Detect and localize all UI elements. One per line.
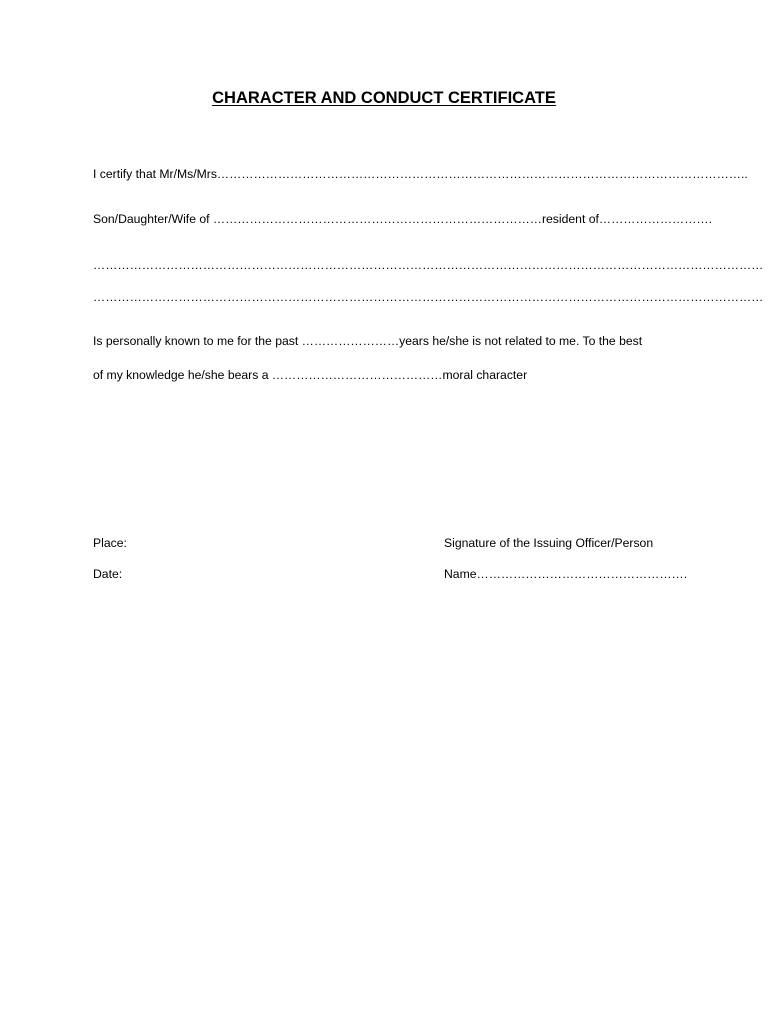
address-line-1: ………………………………………………………………………………………………………………………………………………… — [93, 258, 764, 272]
relation-line: Son/Daughter/Wife of ………………………………………………………………………resident of………………………. — [93, 212, 712, 226]
address-line-2: ………………………………………………………………………………………………………………………………………………… — [93, 290, 764, 304]
date-label: Date: — [93, 567, 123, 581]
certify-line: I certify that Mr/Ms/Mrs………………………………………………………………………………………………………………….. — [93, 167, 748, 181]
name-label: Name……………………………………………. — [444, 567, 688, 581]
certificate-title: CHARACTER AND CONDUCT CERTIFICATE — [212, 89, 556, 107]
place-label: Place: — [93, 536, 127, 550]
moral-character-line: of my knowledge he/she bears a ……………………………………moral character — [93, 368, 528, 382]
signature-label: Signature of the Issuing Officer/Person — [444, 536, 654, 550]
known-since-line: Is personally known to me for the past ……………………years he/she is not related to me. To the best — [93, 334, 643, 348]
